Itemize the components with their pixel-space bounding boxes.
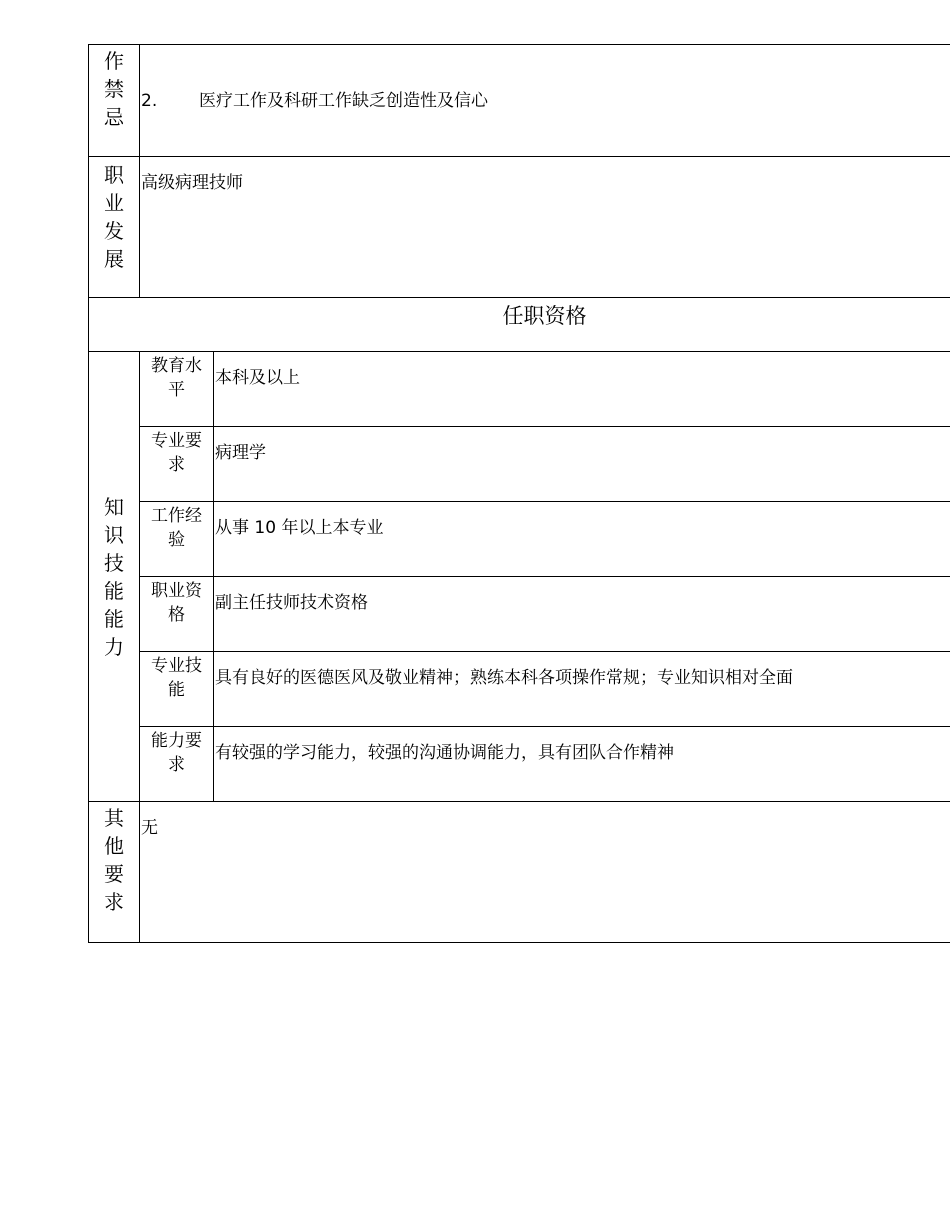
career-label-char: 职 <box>104 163 124 187</box>
knowledge-row <box>89 652 950 727</box>
skills-value: 具有良好的医德医风及敬业精神；熟练本科各项操作常规；专业知识相对全面 <box>214 652 950 727</box>
taboo-item-number: 2. <box>141 90 158 111</box>
ability-label <box>140 727 214 802</box>
taboo-label-char: 忌 <box>104 105 124 129</box>
education-label <box>140 352 214 427</box>
knowledge-row <box>89 352 950 427</box>
sublabel-line: 平 <box>168 380 185 400</box>
knowledge-label <box>89 352 140 802</box>
other-label-char: 其 <box>104 806 124 830</box>
sublabel-line: 求 <box>168 455 185 475</box>
other-label-char: 求 <box>104 890 124 914</box>
career-label <box>89 157 140 298</box>
other-label-char: 要 <box>104 862 124 886</box>
experience-label <box>140 502 214 577</box>
sublabel-line: 专业要 <box>151 431 202 451</box>
taboo-label <box>89 45 140 157</box>
sublabel-line: 工作经 <box>151 506 202 526</box>
major-value: 病理学 <box>214 427 950 502</box>
education-value: 本科及以上 <box>214 352 950 427</box>
taboo-content <box>140 45 950 157</box>
career-content: 高级病理技师 <box>140 157 950 298</box>
sublabel-line: 教育水 <box>151 356 202 376</box>
career-label-char: 业 <box>104 191 124 215</box>
knowledge-row <box>89 502 950 577</box>
sublabel-line: 职业资 <box>151 581 202 601</box>
knowledge-label-char: 知 <box>104 494 124 519</box>
knowledge-label-char: 能 <box>104 578 124 603</box>
sublabel-line: 验 <box>168 530 185 550</box>
skills-label <box>140 652 214 727</box>
qualifications-header: 任职资格 <box>89 298 950 352</box>
certification-value: 副主任技师技术资格 <box>214 577 950 652</box>
knowledge-label-char: 能 <box>104 606 124 631</box>
knowledge-label-char: 识 <box>104 522 124 547</box>
knowledge-row <box>89 577 950 652</box>
knowledge-label-char: 技 <box>104 550 124 575</box>
other-label-char: 他 <box>104 834 124 858</box>
qualifications-header-row <box>89 298 950 352</box>
taboo-label-char: 作 <box>104 49 124 73</box>
career-label-char: 发 <box>104 219 124 243</box>
career-label-char: 展 <box>104 247 124 271</box>
experience-value: 从事 10 年以上本专业 <box>214 502 950 577</box>
taboo-label-char: 禁 <box>104 77 124 101</box>
sublabel-line: 能 <box>168 680 185 700</box>
major-label <box>140 427 214 502</box>
sublabel-line: 能力要 <box>151 731 202 751</box>
career-row <box>89 157 950 298</box>
sublabel-line: 格 <box>168 605 185 625</box>
knowledge-row <box>89 427 950 502</box>
sublabel-line: 求 <box>168 755 185 775</box>
other-row <box>89 802 950 943</box>
ability-value: 有较强的学习能力，较强的沟通协调能力，具有团队合作精神 <box>214 727 950 802</box>
other-content: 无 <box>140 802 950 943</box>
taboo-item-text: 医疗工作及科研工作缺乏创造性及信心 <box>199 90 488 111</box>
sublabel-line: 专业技 <box>151 656 202 676</box>
knowledge-label-char: 力 <box>104 634 124 659</box>
other-label <box>89 802 140 943</box>
certification-label <box>140 577 214 652</box>
knowledge-row <box>89 727 950 802</box>
taboo-row <box>89 45 950 157</box>
job-description-table <box>88 44 950 943</box>
